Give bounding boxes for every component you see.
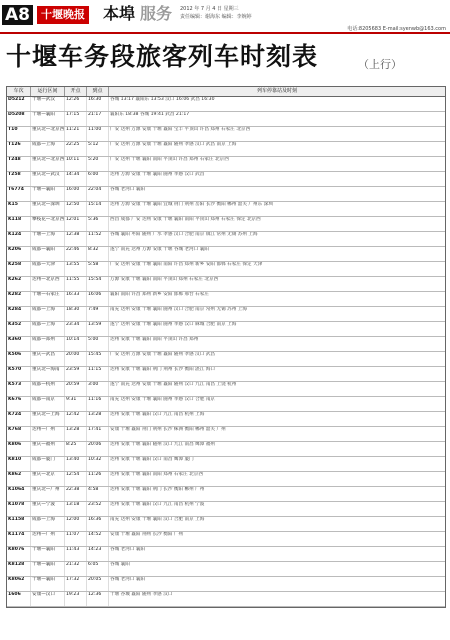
arrival-time: 5:36 [87, 217, 109, 231]
table-row [7, 472, 445, 487]
train-number: K806 [7, 442, 31, 456]
train-number: K676 [7, 397, 31, 411]
train-stops: 达州 安康 十堰 襄阳 汉口 九江 南昌 杭州 宁波 [110, 502, 205, 507]
train-number: K284 [7, 307, 31, 321]
arrival-time: 13:59 [87, 322, 109, 336]
arrival-time: 16:30 [87, 97, 109, 111]
table-row [7, 187, 445, 202]
table-row [7, 592, 445, 607]
train-number: K1064 [7, 487, 31, 501]
train-route: 十堰—上海 [31, 232, 65, 246]
table-body [7, 97, 445, 607]
arrival-time: 14:23 [87, 547, 109, 561]
train-route: 十堰—襄阳 [31, 547, 65, 561]
table-row [7, 157, 445, 172]
train-stops: 达州 万源 安康 十堰 襄阳 宜城 荆门 荆州 岳阳 长沙 衡阳 郴州 韶关 广州东 深圳 [110, 202, 273, 207]
table-row [7, 367, 445, 382]
table-row [7, 277, 445, 292]
train-route: 成都—杭州 [31, 382, 65, 396]
table-row [7, 337, 445, 352]
train-number: D5212 [7, 97, 31, 111]
train-route: 成都—襄阳 [31, 247, 65, 261]
table-row [7, 142, 445, 157]
train-route: 重庆北—上海 [31, 412, 65, 426]
departure-time: 13:28 [65, 427, 87, 441]
train-number: T258 [7, 172, 31, 186]
departure-time: 11:55 [65, 277, 87, 291]
departure-time: 19:23 [65, 592, 87, 606]
departure-time: 12:38 [65, 232, 87, 246]
arrival-time: 11:16 [87, 397, 109, 411]
train-stops: 西昌 成都 广安 达州 安康 十堰 襄阳 南阳 平顶山 郑州 石家庄 保定 北京西 [110, 217, 261, 222]
table-row [7, 202, 445, 217]
train-stops: 谷城 老河口 襄阳 [110, 187, 146, 192]
arrival-time: 15:54 [87, 277, 109, 291]
train-stops: 十堰 谷城 襄阳 随州 孝感 汉口 [110, 592, 173, 597]
arrival-time: 14:52 [87, 532, 109, 546]
arrival-time: 11:52 [87, 232, 109, 246]
train-route: 成都—上海 [31, 517, 65, 531]
arrival-time: 23:52 [87, 502, 109, 516]
train-stops: 达州 安康 十堰 襄阳 荆门 长沙 衡阳 郴州 广州 [110, 487, 205, 492]
train-route: 重庆北—深圳 [31, 202, 65, 216]
departure-time: 11:43 [65, 547, 87, 561]
arrival-time: 16:36 [87, 517, 109, 531]
train-number: K573 [7, 382, 31, 396]
train-route: 安康—汉口 [31, 592, 65, 606]
train-number: K360 [7, 337, 31, 351]
table-header [7, 87, 445, 97]
header-route: 运行区间 [31, 87, 65, 96]
train-route: 十堰—襄阳 [31, 112, 65, 126]
train-number: K8076 [7, 547, 31, 561]
date-line: 2012 年 7 月 4 日 星期三 [180, 6, 239, 12]
departure-time: 17:15 [65, 112, 87, 126]
train-route: 十堰—襄阳 [31, 562, 65, 576]
train-stops: 谷城 老河口 襄阳 [110, 577, 146, 582]
train-stops: 襄阳东 18:38 谷城 19:41 武昌 21:17 [110, 112, 190, 117]
contact-line: 电话:8205683 E-mail:syenwb@163.com [347, 26, 446, 32]
departure-time: 16:33 [65, 292, 87, 306]
arrival-time: 20:06 [87, 442, 109, 456]
table-row [7, 517, 445, 532]
train-stops: 广安 达州 万源 安康 十堰 襄阳 随州 孝感 汉口 武昌 [110, 352, 216, 357]
train-route: 成都—上海 [31, 307, 65, 321]
departure-time: 14:34 [65, 172, 87, 186]
train-number: K206 [7, 247, 31, 261]
departure-time: 12:00 [65, 517, 87, 531]
train-number: T248 [7, 157, 31, 171]
train-stops: 广安 达州 十堰 襄阳 南阳 平顶山 许昌 郑州 石家庄 北京西 [110, 157, 229, 162]
train-stops: 达州 安康 十堰 襄阳 汉口 九江 南昌 杭州 上海 [110, 412, 205, 417]
train-stops: 达州 安康 十堰 襄阳 汉口 南昌 鹰潭 厦门 [110, 457, 194, 462]
newspaper-logo: 十堰晚报 [37, 6, 89, 24]
train-number: T6774 [7, 187, 31, 201]
table-row [7, 547, 445, 562]
train-number: K262 [7, 277, 31, 291]
arrival-time: 4:58 [87, 487, 109, 501]
table-row [7, 217, 445, 232]
departure-time: 20:00 [65, 352, 87, 366]
table-row [7, 382, 445, 397]
train-stops: 遂宁 南充 达州 万源 安康 十堰 谷城 老河口 襄阳 [110, 247, 209, 252]
departure-time: 13:18 [65, 502, 87, 516]
departure-time: 13:55 [65, 262, 87, 276]
train-stops: 南充 达州 安康 十堰 襄阳 汉口 合肥 南京 上海 [110, 517, 205, 522]
departure-time: 12:42 [65, 412, 87, 426]
arrival-time: 13:28 [87, 412, 109, 426]
train-stops: 达州 万源 安康 十堰 襄阳 随州 孝感 汉口 武昌 [110, 172, 205, 177]
train-route: 重庆—宁波 [31, 502, 65, 516]
train-route: 重庆北—海南 [31, 367, 65, 381]
departure-time: 13:40 [65, 457, 87, 471]
train-route: 达州—广州 [31, 532, 65, 546]
departure-time: 10:11 [65, 157, 87, 171]
train-stops: 谷城 襄阳 [110, 562, 130, 567]
table-row [7, 322, 445, 337]
train-number: T10 [7, 127, 31, 141]
page-number: A8 [2, 5, 33, 25]
arrival-time: 5:20 [87, 157, 109, 171]
departure-time: 22:46 [65, 247, 87, 261]
table-row [7, 262, 445, 277]
arrival-time: 5:12 [87, 142, 109, 156]
arrival-time: 22:04 [87, 187, 109, 201]
departure-time: 18:30 [65, 307, 87, 321]
arrival-time: 6:00 [87, 172, 109, 186]
departure-time: 21:32 [65, 562, 87, 576]
train-route: 重庆北—武汉 [31, 172, 65, 186]
departure-time: 23:34 [65, 322, 87, 336]
page-header [0, 0, 450, 34]
departure-time: 22:38 [65, 487, 87, 501]
table-row [7, 562, 445, 577]
train-stops: 南充 达州 安康 十堰 襄阳 随州 汉口 合肥 南京 常州 无锡 苏州 上海 [110, 307, 247, 312]
train-route: 重庆—武昌 [31, 352, 65, 366]
train-route: 达州—广州 [31, 427, 65, 441]
arrival-time: 8:32 [87, 247, 109, 261]
arrival-time: 11:15 [87, 367, 109, 381]
table-row [7, 172, 445, 187]
train-route: 成都—南京 [31, 397, 65, 411]
train-number: K118 [7, 217, 31, 231]
arrival-time: 3:00 [87, 382, 109, 396]
departure-time: 23:59 [65, 367, 87, 381]
train-route: 成都—厦门 [31, 457, 65, 471]
table-row [7, 352, 445, 367]
train-number: K1174 [7, 532, 31, 546]
train-number: K352 [7, 322, 31, 336]
train-route: 重庆—福州 [31, 442, 65, 456]
train-route: 成都—上海 [31, 322, 65, 336]
arrival-time: 11:26 [87, 472, 109, 486]
train-number: K282 [7, 292, 31, 306]
table-row [7, 412, 445, 427]
train-number: K1078 [7, 502, 31, 516]
header-stops: 列车停靠站及时刻 [256, 88, 297, 94]
departure-time: 12:26 [65, 97, 87, 111]
train-stops: 南充 达州 安康 十堰 襄阳 随州 孝感 汉口 合肥 南京 [110, 397, 216, 402]
headline: 十堰车务段旅客列车时刻表 [6, 42, 319, 71]
arrival-time: 15:45 [87, 352, 109, 366]
table-row [7, 457, 445, 472]
arrival-time: 5:58 [87, 262, 109, 276]
header-train-no: 车次 [7, 87, 31, 96]
arrival-time: 7:49 [87, 307, 109, 321]
table-row [7, 502, 445, 517]
train-stops: 谷城 襄阳 枣阳 随州 广水 孝感 汉口 合肥 南京 镇江 常州 无锡 苏州 上海 [110, 232, 258, 237]
table-row [7, 112, 445, 127]
train-number: K124 [7, 232, 31, 246]
table-row [7, 232, 445, 247]
table-row [7, 532, 445, 547]
train-route: 重庆北—北京西 [31, 127, 65, 141]
train-route: 十堰—襄阳 [31, 187, 65, 201]
train-number: D5208 [7, 112, 31, 126]
train-stops: 达州 安康 十堰 襄阳 南阳 平顶山 许昌 郑州 [110, 337, 199, 342]
train-stops: 达州 安康 十堰 襄阳 随州 汉口 九江 南昌 鹰潭 福州 [110, 442, 216, 447]
timetable [6, 86, 446, 608]
train-stops: 遂宁 达州 安康 十堰 襄阳 随州 孝感 汉口 麻城 合肥 南京 上海 [110, 322, 237, 327]
table-row [7, 127, 445, 142]
departure-time: 12:50 [65, 202, 87, 216]
train-number: T126 [7, 142, 31, 156]
train-stops: 遂宁 南充 达州 安康 十堰 襄阳 随州 汉口 九江 南昌 上饶 杭州 [110, 382, 237, 387]
table-row [7, 442, 445, 457]
train-stops: 广安 达州 万源 安康 十堰 襄阳 随州 孝感 汉口 武昌 南京 上海 [110, 142, 237, 147]
departure-time: 22:25 [65, 142, 87, 156]
header-departure: 开点 [65, 87, 87, 96]
arrival-time: 11:00 [87, 127, 109, 141]
table-row [7, 577, 445, 592]
arrival-time: 20:05 [87, 577, 109, 591]
train-route: 攀枝花—北京西 [31, 217, 65, 231]
arrival-time: 5:00 [87, 337, 109, 351]
train-number: K8128 [7, 562, 31, 576]
table-row [7, 247, 445, 262]
arrival-time: 17:41 [87, 427, 109, 441]
arrival-time: 21:17 [87, 112, 109, 126]
table-row [7, 427, 445, 442]
train-number: K810 [7, 457, 31, 471]
train-route: 成都—郑州 [31, 337, 65, 351]
train-stops: 安康 十堰 襄阳 荆州 长沙 衡阳 广州 [110, 532, 184, 537]
table-row [7, 307, 445, 322]
departure-time: 10:14 [65, 337, 87, 351]
editor-line: 责任编辑：谢海东 编辑：李婉婷 [180, 14, 252, 20]
train-stops: 万源 安康 十堰 襄阳 南阳 平顶山 郑州 石家庄 北京西 [110, 277, 219, 282]
train-number: K724 [7, 412, 31, 426]
table-row [7, 97, 445, 112]
headline-suffix: （上行） [358, 58, 402, 71]
departure-time: 11:07 [65, 532, 87, 546]
train-stops: 谷城 13:17 襄阳东 13:53 汉口 16:06 武昌 16:30 [110, 97, 215, 102]
train-number: K258 [7, 262, 31, 276]
train-stops: 广安 达州 万源 安康 十堰 襄阳 宝丰 平顶山 许昌 郑州 石家庄 北京西 [110, 127, 251, 132]
departure-time: 12:54 [65, 472, 87, 486]
departure-time: 20:59 [65, 382, 87, 396]
train-number: K862 [7, 472, 31, 486]
train-stops: 广安 达州 安康 十堰 襄阳 南阳 许昌 郑州 新乡 安阳 邯郸 石家庄 保定 天津 [110, 262, 263, 267]
header-arrival: 到点 [87, 87, 109, 96]
arrival-time: 6:05 [87, 562, 109, 576]
table-row [7, 487, 445, 502]
departure-time: 9:31 [65, 397, 87, 411]
train-stops: 达州 安康 十堰 襄阳 荆门 荆州 长沙 衡阳 湛江 海口 [110, 367, 216, 372]
section-subname: 服务 [140, 4, 173, 23]
train-number: K506 [7, 352, 31, 366]
departure-time: 17:32 [65, 577, 87, 591]
departure-time: 11:21 [65, 127, 87, 141]
departure-time: 12:01 [65, 217, 87, 231]
train-route: 成都—天津 [31, 262, 65, 276]
train-number: K570 [7, 367, 31, 381]
train-number: K15 [7, 202, 31, 216]
arrival-time: 12:36 [87, 592, 109, 606]
train-number: 1606 [7, 592, 31, 606]
train-route: 十堰—襄阳 [31, 577, 65, 591]
train-stops: 达州 安康 十堰 襄阳 南阳 郑州 石家庄 北京西 [110, 472, 203, 477]
train-route: 重庆—北京 [31, 472, 65, 486]
train-number: K8062 [7, 577, 31, 591]
train-route: 十堰—石家庄 [31, 292, 65, 306]
train-number: K1158 [7, 517, 31, 531]
train-route: 重庆北—广州 [31, 487, 65, 501]
departure-time: 16:00 [65, 187, 87, 201]
arrival-time: 10:32 [87, 457, 109, 471]
train-stops: 谷城 老河口 襄阳 [110, 547, 146, 552]
table-row [7, 397, 445, 412]
train-number: K768 [7, 427, 31, 441]
arrival-time: 16:06 [87, 292, 109, 306]
table-row [7, 292, 445, 307]
train-route: 成都—上海 [31, 142, 65, 156]
section-name: 本埠 [103, 4, 136, 23]
train-route: 达州—北京西 [31, 277, 65, 291]
departure-time: 8:25 [65, 442, 87, 456]
train-route: 重庆北—北京西 [31, 157, 65, 171]
arrival-time: 15:14 [87, 202, 109, 216]
train-route: 十堰—武汉 [31, 97, 65, 111]
train-stops: 安康 十堰 襄阳 荆门 荆州 长沙 株洲 衡阳 郴州 韶关 广州 [110, 427, 226, 432]
train-stops: 襄阳 南阳 许昌 郑州 新乡 安阳 邯郸 邢台 石家庄 [110, 292, 209, 297]
